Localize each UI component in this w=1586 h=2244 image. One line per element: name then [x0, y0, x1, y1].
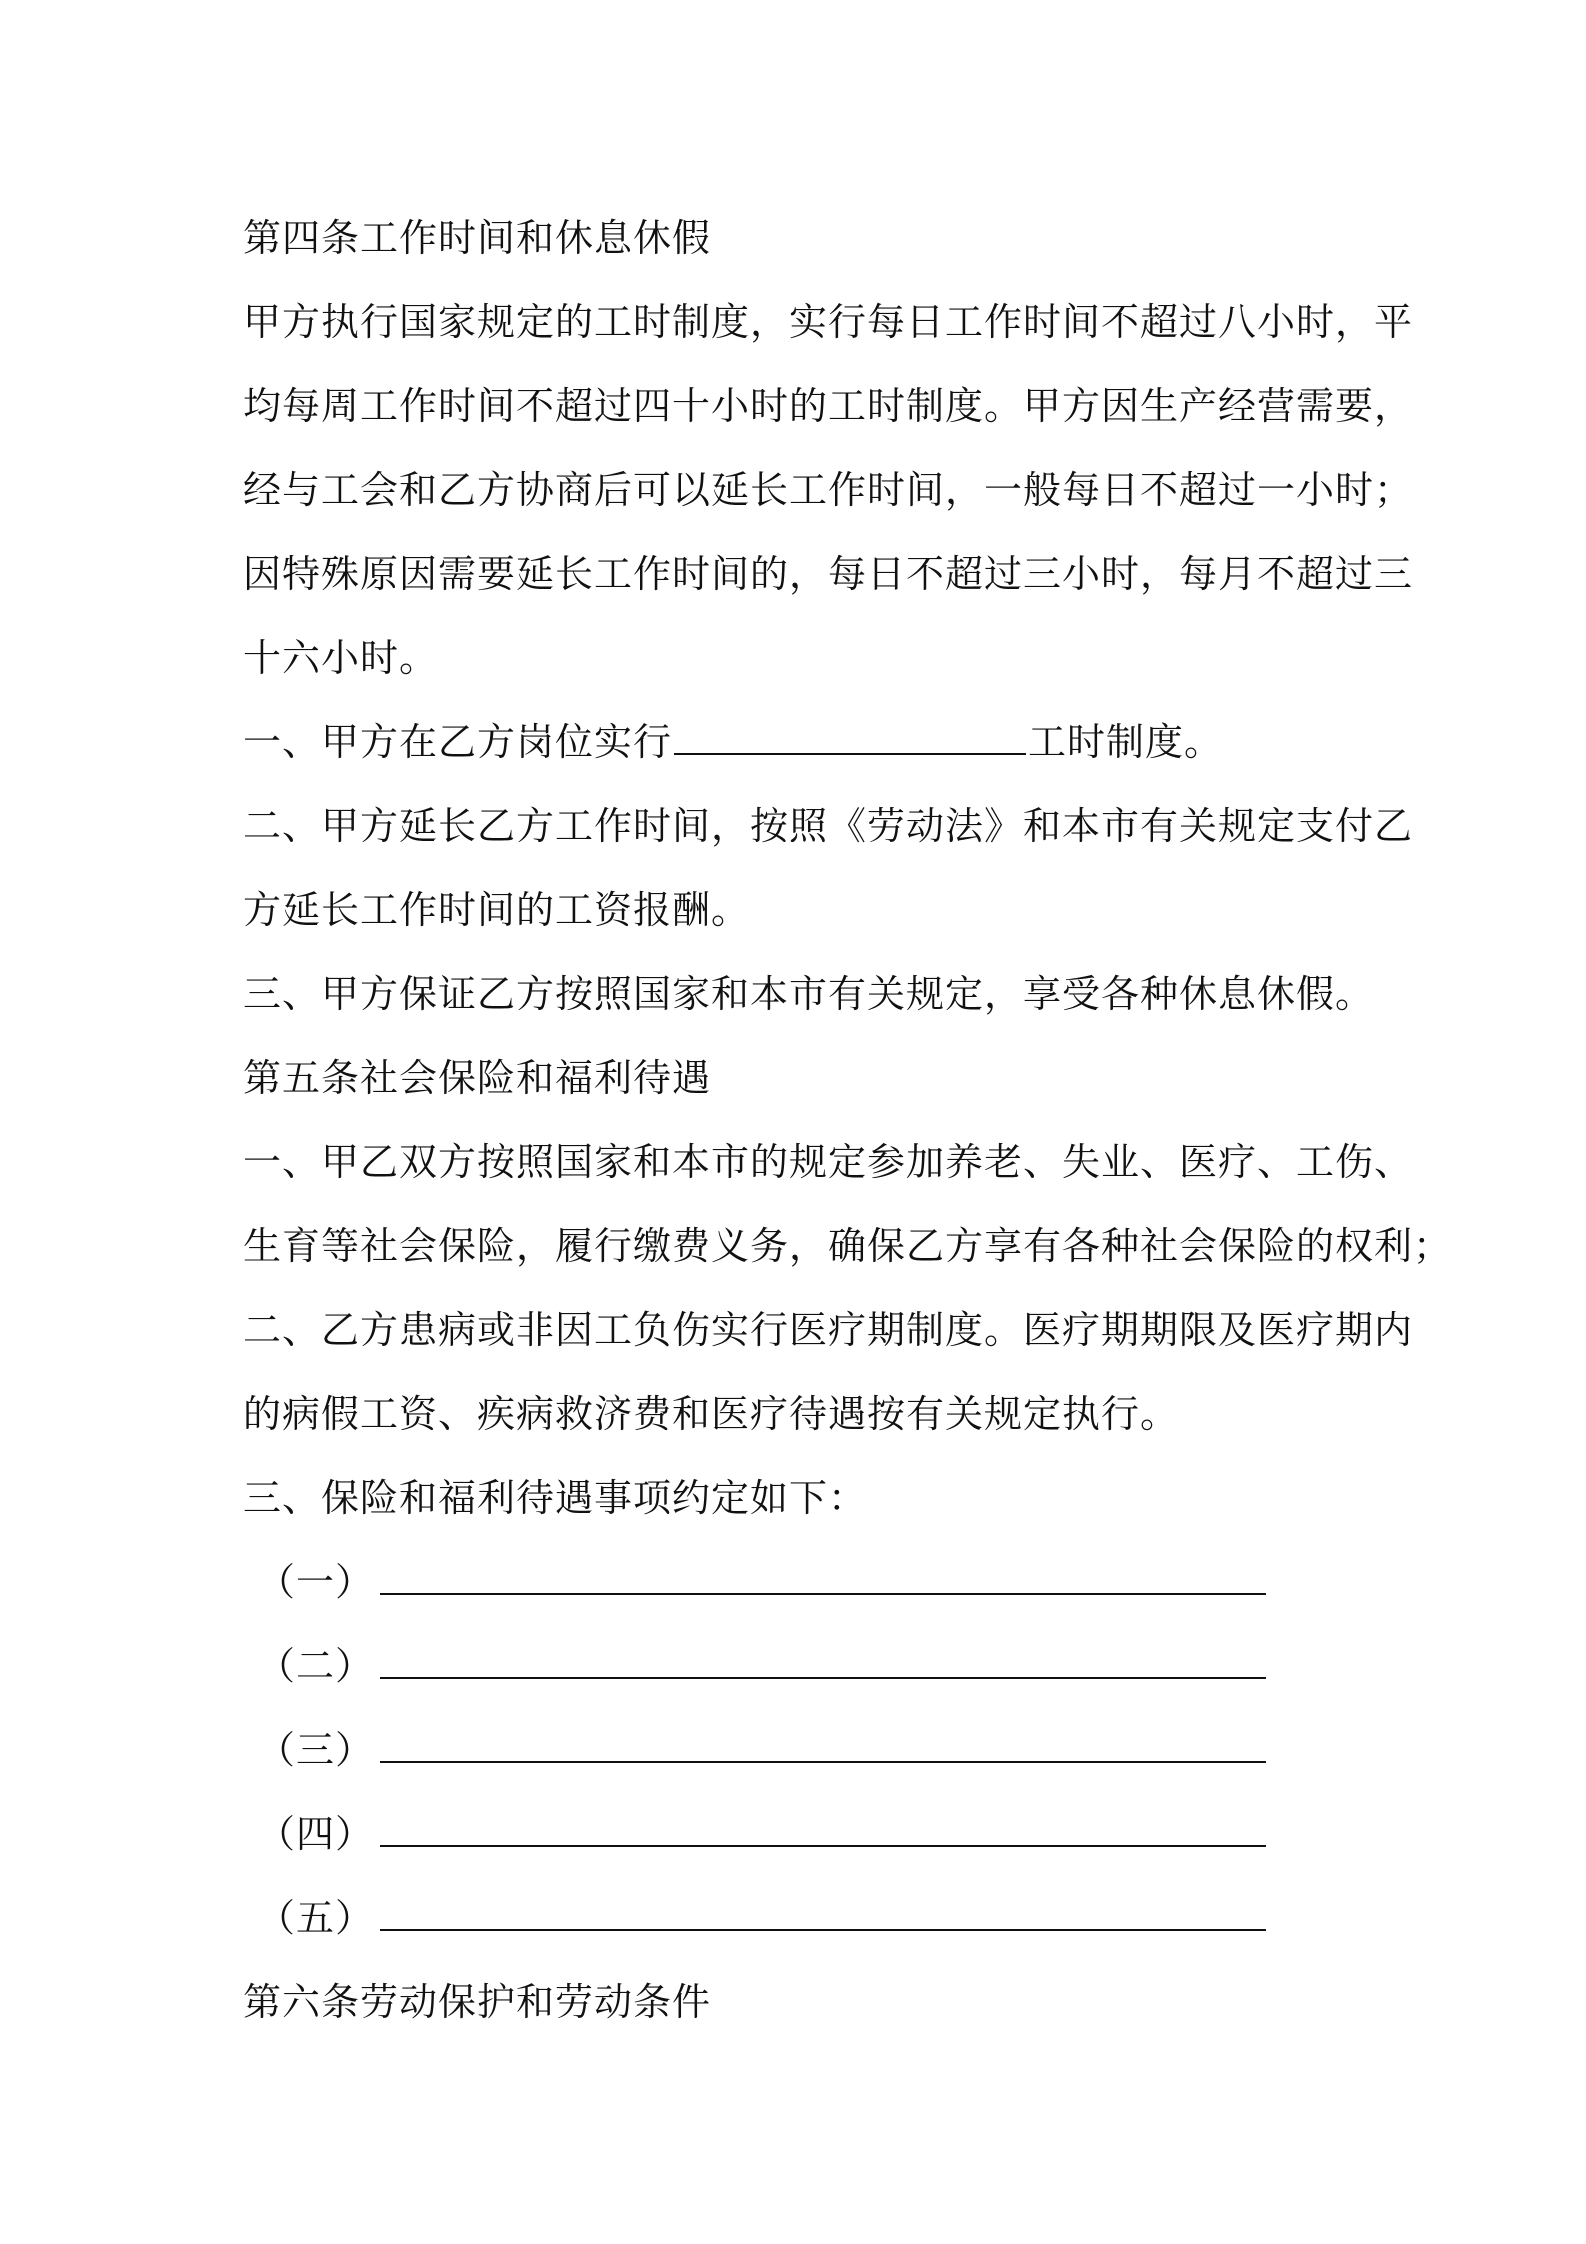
- benefit-item-5: [243, 1876, 1355, 1960]
- article4-heading: 第四条工作时间和休息休假: [243, 216, 712, 260]
- benefit-item-label: （五）: [257, 1896, 375, 1940]
- benefit-item-blank[interactable]: [380, 1649, 1266, 1679]
- article4-para-line-1: 甲方执行国家规定的工时制度，实行每日工作时间不超过八小时，平: [243, 300, 1414, 344]
- article5-clause-3: 三、保险和福利待遇事项约定如下：: [243, 1476, 868, 1520]
- benefit-item-3: [243, 1708, 1355, 1792]
- clause1-suffix: 工时制度。: [1028, 720, 1224, 764]
- article4-clause-1: [243, 700, 1355, 784]
- benefit-item-blank[interactable]: [380, 1901, 1266, 1931]
- article5-clause-1-line-1: 一、甲乙双方按照国家和本市的规定参加养老、失业、医疗、工伤、: [243, 1140, 1414, 1184]
- benefit-item-label: （四）: [257, 1812, 375, 1856]
- article5-clause-2-line-2: 的病假工资、疾病救济费和医疗待遇按有关规定执行。: [243, 1392, 1180, 1436]
- benefit-item-label: （二）: [257, 1644, 375, 1688]
- article4-clause-2-line-2: 方延长工作时间的工资报酬。: [243, 888, 751, 932]
- benefit-item-blank[interactable]: [380, 1733, 1266, 1763]
- benefit-item-2: [243, 1624, 1355, 1708]
- article4-clause-3: 三、甲方保证乙方按照国家和本市有关规定，享受各种休息休假。: [243, 972, 1375, 1016]
- article4-para-line-3: 经与工会和乙方协商后可以延长工作时间，一般每日不超过一小时；: [243, 468, 1414, 512]
- article4-para-line-5: 十六小时。: [243, 636, 439, 680]
- article6-heading: 第六条劳动保护和劳动条件: [243, 1980, 712, 2024]
- article4-clause-2-line-1: 二、甲方延长乙方工作时间，按照《劳动法》和本市有关规定支付乙: [243, 804, 1414, 848]
- benefit-item-4: [243, 1792, 1355, 1876]
- article5-heading: 第五条社会保险和福利待遇: [243, 1056, 712, 1100]
- work-hours-blank[interactable]: [674, 725, 1026, 755]
- benefit-item-label: （三）: [257, 1728, 375, 1772]
- article5-clause-2-line-1: 二、乙方患病或非因工负伤实行医疗期制度。医疗期期限及医疗期内: [243, 1308, 1414, 1352]
- benefit-item-blank[interactable]: [380, 1817, 1266, 1847]
- clause1-prefix: 一、甲方在乙方岗位实行: [243, 720, 673, 764]
- benefit-item-1: [243, 1540, 1355, 1624]
- benefit-item-blank[interactable]: [380, 1565, 1266, 1595]
- article5-clause-1-line-2: 生育等社会保险，履行缴费义务，确保乙方享有各种社会保险的权利；: [243, 1224, 1453, 1268]
- benefit-item-label: （一）: [257, 1560, 375, 1604]
- document-body: [243, 196, 1453, 2044]
- article4-para-line-2: 均每周工作时间不超过四十小时的工时制度。甲方因生产经营需要，: [243, 384, 1414, 428]
- article4-para-line-4: 因特殊原因需要延长工作时间的，每日不超过三小时，每月不超过三: [243, 552, 1414, 596]
